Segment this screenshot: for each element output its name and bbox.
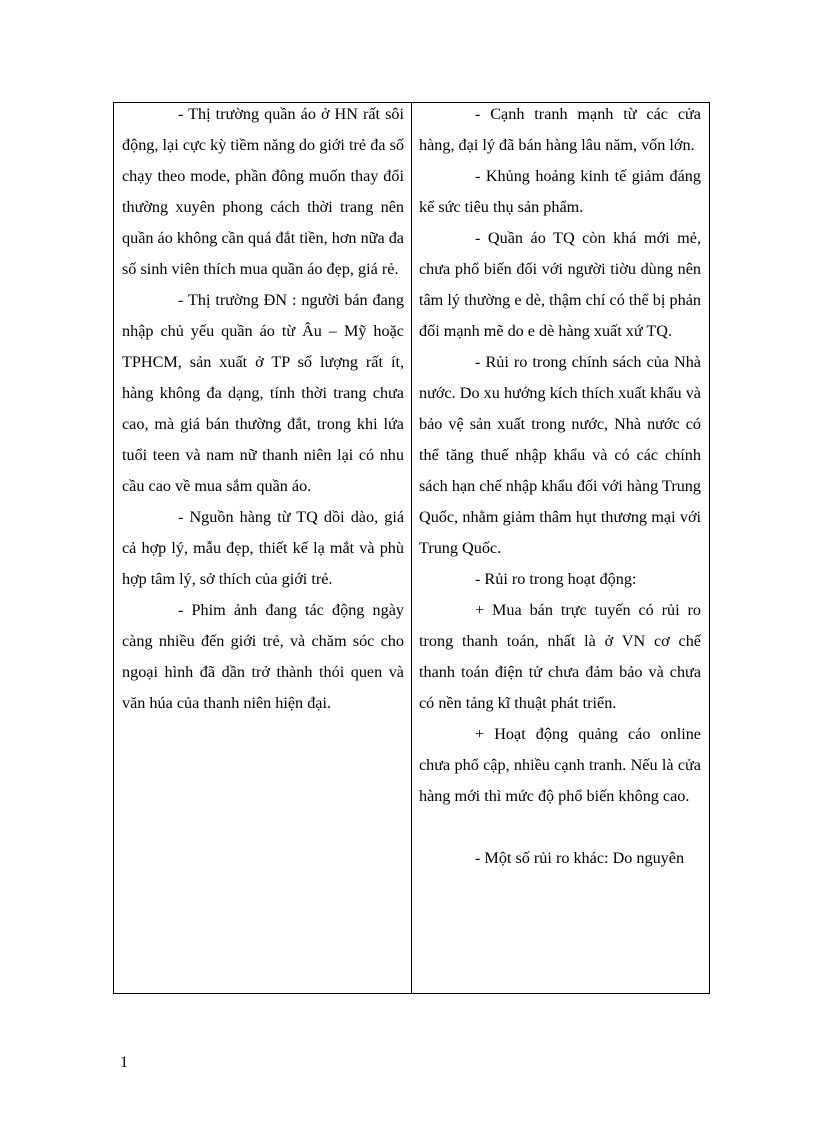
paragraph-other-risks: - Một số rủi ro khác: Do nguyên xyxy=(475,849,685,867)
paragraph-film-influence: - Phim ảnh đang tác động ngày càng nhiều đến giới trẻ, và chăm sóc cho ngoại hình đã dần trở thành thói quen và văn húa của thanh niên hiện đại. xyxy=(122,601,404,712)
paragraph-operation-risk: - Rủi ro trong hoạt động: xyxy=(475,570,637,588)
paragraph-tq-supply: - Nguồn hàng từ TQ dồi dào, giá cả hợp lý, mẫu đẹp, thiết kế lạ mắt và phù hợp tâm lý, sở thích của giới trẻ. xyxy=(122,508,404,588)
paragraph-dn-market: - Thị trường ĐN : người bán đang nhập chủ yếu quần áo từ Âu – Mỹ hoặc TPHCM, sản xuất ở TP số lượng rất ít, hàng không đa dạng, tính thời trang chưa cao, mà giá bán thường đắt, trong khi lứa tuổi teen và nam nữ thanh niên lại có nhu cầu cao về mua sắm quần áo. xyxy=(122,291,404,495)
paragraph-competition: - Cạnh tranh mạnh từ các cửa hàng, đại lý đã bán hàng lâu năm, vốn lớn. xyxy=(419,105,701,154)
paragraph-economic-crisis: - Khủng hoảng kinh tế giảm đáng kể sức tiêu thụ sản phẩm. xyxy=(419,167,701,216)
content-table xyxy=(113,102,710,994)
page-number: 1 xyxy=(120,1054,128,1071)
paragraph-hn-market: - Thị trường quần áo ở HN rất sôi động, lại cực kỳ tiềm năng do giới trẻ đa số chạy theo mode, phần đông muốn thay đổi thường xuyên phong cách thời trang nên quần áo không cần quá đắt tiền, hơn nữa đa số sinh viên thích mua quần áo đẹp, giá rẻ. xyxy=(122,105,404,278)
paragraph-tq-novelty: - Quần áo TQ còn khá mới mẻ, chưa phổ biến đối với người tiờu dùng nên tâm lý thường e dè, thậm chí có thể bị phản đối mạnh mẽ do e dè hàng xuất xứ TQ. xyxy=(419,229,701,340)
paragraph-spacer xyxy=(419,812,701,843)
table-column-left xyxy=(114,103,412,993)
paragraph-online-ads-risk: + Hoạt động quảng cáo online chưa phổ cập, nhiều cạnh tranh. Nếu là cửa hàng mới thì mức độ phổ biến không cao. xyxy=(419,725,701,805)
paragraph-online-payment-risk: + Mua bán trực tuyến có rủi ro trong thanh toán, nhất là ở VN cơ chế thanh toán điện tử chưa đảm bảo và chưa có nền tảng kĩ thuật phát triển. xyxy=(419,601,701,712)
paragraph-policy-risk: - Rủi ro trong chính sách của Nhà nước. Do xu hướng kích thích xuất khẩu và bảo vệ sản xuất trong nước, Nhà nước có thể tăng thuế nhập khẩu và có các chính sách hạn chế nhập khẩu đối với hàng Trung Quốc, nhằm giảm thâm hụt thương mại với Trung Quốc. xyxy=(419,353,701,557)
table-column-right xyxy=(412,103,709,993)
